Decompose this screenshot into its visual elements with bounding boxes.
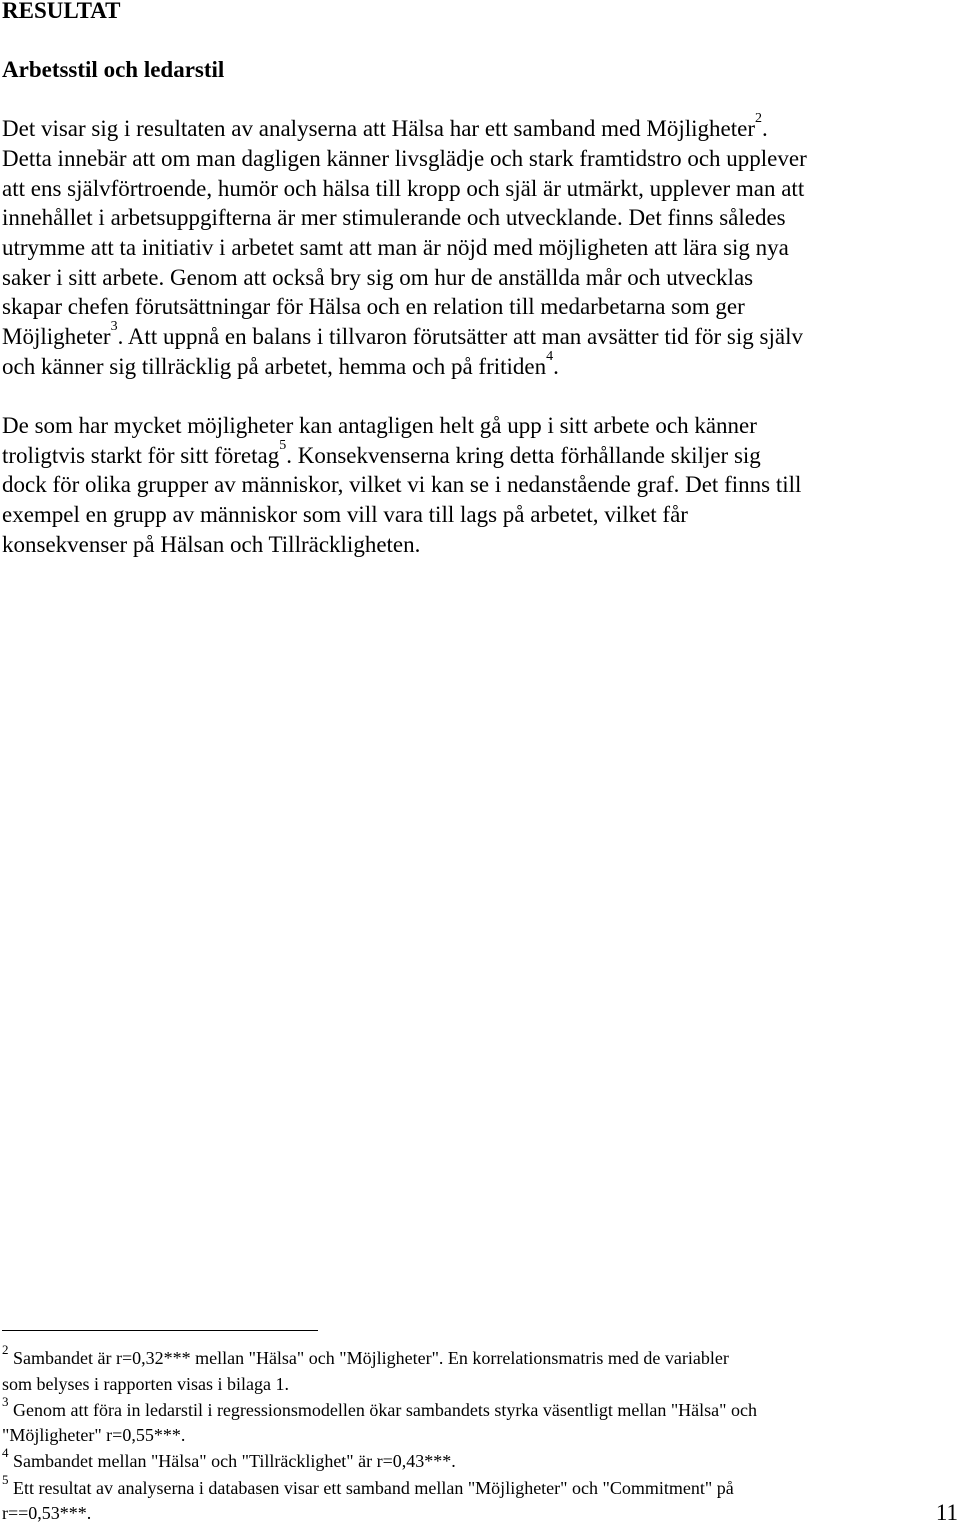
footnote-2	[2, 1342, 729, 1370]
footnote-text: Genom att föra in ledarstil i regressionsmodellen ökar sambandets styrka väsentligt mellan "Hälsa" och	[8, 1400, 757, 1420]
paragraph-line	[2, 349, 559, 382]
line-text: . Konsekvenserna kring detta förhållande skiljer sig	[286, 443, 761, 468]
footnote-5-continued: r==0,53***.	[2, 1503, 92, 1523]
footnote-5	[2, 1472, 734, 1500]
footnote-text: Sambandet är r=0,32*** mellan "Hälsa" och "Möjligheter". En korrelationsmatris med de variabler	[8, 1348, 729, 1368]
paragraph-line	[2, 319, 803, 352]
footnote-separator	[2, 1330, 318, 1331]
paragraph-line	[2, 438, 761, 471]
page-number: 11	[935, 1500, 958, 1525]
paragraph-line	[2, 111, 768, 144]
line-text: Möjligheter	[2, 324, 111, 349]
paragraph-line: utrymme att ta initiativ i arbetet samt att man är nöjd med möjligheten att lära sig nya	[2, 235, 789, 260]
footnote-number: 2	[2, 1342, 9, 1357]
paragraph-line: konsekvenser på Hälsan och Tillräckligheten.	[2, 532, 421, 557]
line-text: Det visar sig i resultaten av analyserna att Hälsa har ett samband med Möjligheter	[2, 116, 756, 141]
footnote-ref-3: 3	[110, 319, 118, 334]
footnote-number: 4	[2, 1445, 9, 1460]
paragraph-line: att ens självförtroende, humör och hälsa till kropp och själ är utmärkt, upplever man att	[2, 176, 805, 201]
footnote-2-continued: som belyses i rapporten visas i bilaga 1.	[2, 1374, 289, 1394]
paragraph-line: skapar chefen förutsättningar för Hälsa och en relation till medarbetarna som ger	[2, 294, 745, 319]
paragraph-line: De som har mycket möjligheter kan antagligen helt gå upp i sitt arbete och känner	[2, 413, 757, 438]
line-text: .	[553, 354, 559, 379]
footnote-number: 5	[2, 1472, 9, 1487]
footnote-ref-2: 2	[755, 111, 763, 126]
line-text: . Att uppnå en balans i tillvaron förutsätter att man avsätter tid för sig själv	[117, 324, 803, 349]
paragraph-line: exempel en grupp av människor som vill vara till lags på arbetet, vilket får	[2, 502, 688, 527]
line-text: och känner sig tillräcklig på arbetet, hemma och på fritiden	[2, 354, 547, 379]
footnote-4	[2, 1445, 456, 1473]
footnote-text: Ett resultat av analyserna i databasen visar ett samband mellan "Möjligheter" och "Commitment" på	[8, 1478, 734, 1498]
line-text: troligtvis starkt för sitt företag	[2, 443, 280, 468]
footnote-3-continued: "Möjligheter" r=0,55***.	[2, 1425, 186, 1445]
subsection-title: Arbetsstil och ledarstil	[2, 57, 225, 82]
footnote-ref-5: 5	[279, 438, 287, 453]
paragraph-line: innehållet i arbetsuppgifterna är mer stimulerande och utvecklande. Det finns således	[2, 205, 786, 230]
footnote-3	[2, 1394, 757, 1422]
paragraph-line: dock för olika grupper av människor, vilket vi kan se i nedanstående graf. Det finns till	[2, 472, 802, 497]
paragraph-line: Detta innebär att om man dagligen känner livsglädje och stark framtidstro och upplever	[2, 146, 807, 171]
footnote-ref-4: 4	[546, 349, 554, 364]
line-text: .	[762, 116, 768, 141]
footnote-text: Sambandet mellan "Hälsa" och "Tillräcklighet" är r=0,43***.	[8, 1451, 456, 1471]
footnote-number: 3	[2, 1394, 9, 1409]
paragraph-line: saker i sitt arbete. Genom att också bry sig om hur de anställda mår och utvecklas	[2, 265, 754, 290]
section-title: RESULTAT	[2, 0, 121, 23]
